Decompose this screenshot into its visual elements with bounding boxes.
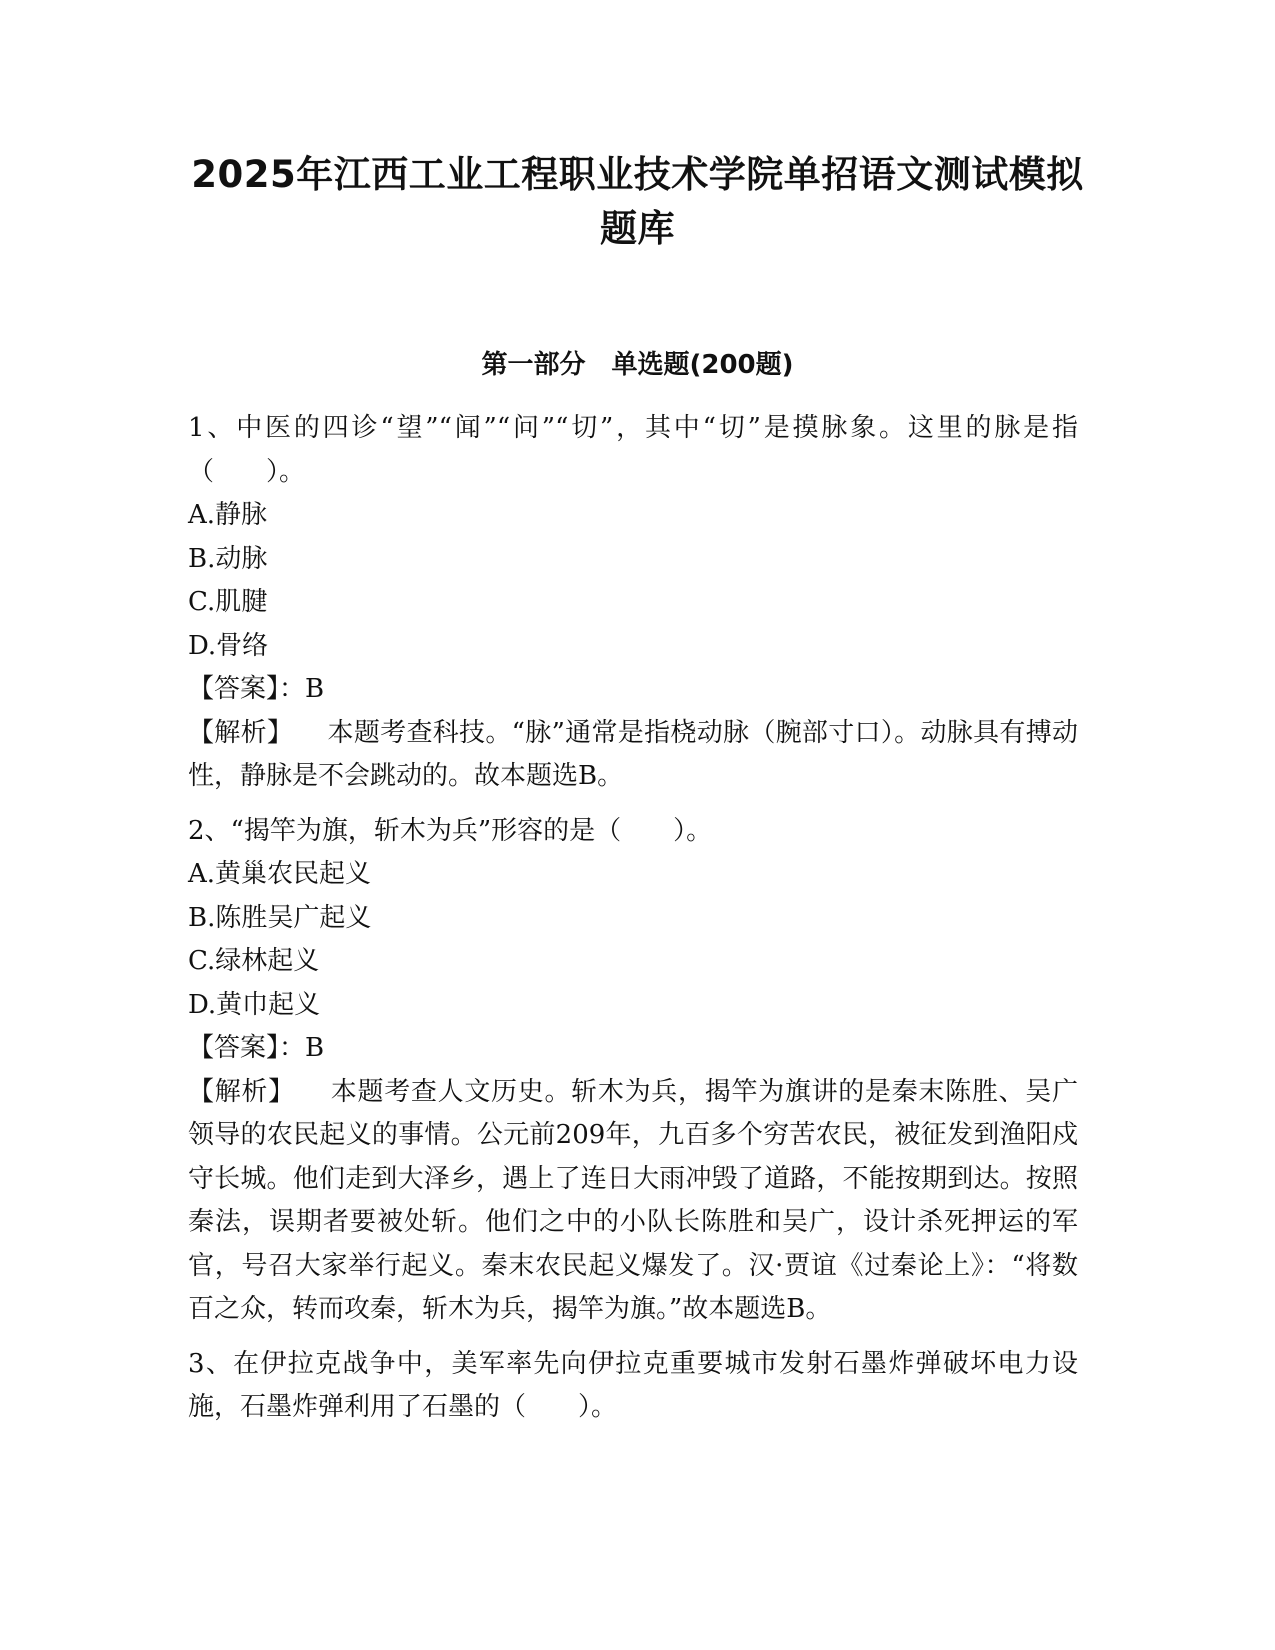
option-a: A.黄巢农民起义 xyxy=(188,859,372,889)
document-title xyxy=(160,148,1115,256)
option-d: D.骨络 xyxy=(188,630,269,661)
option-b: B.陈胜吴广起义 xyxy=(188,902,372,933)
answer-line xyxy=(188,1027,1078,1071)
analysis-label: 【解析】 xyxy=(188,1076,295,1107)
question-1 xyxy=(188,407,1078,799)
question-2 xyxy=(188,810,1078,1332)
analysis-text: 本题考查人文历史。斩木为兵，揭竿为旗讲的是秦末陈胜、吴广领导的农民起义的事情。公元前209年，九百多个穷苦农民，被征发到渔阳戍守长城。他们走到大泽乡，遇上了连日大雨冲毁了道路，不能按期到达。按照秦法，误期者要被处斩。他们之中的小队长陈胜和吴广，设计杀死押运的军官，号召大家举行起义。秦末农民起义爆发了。汉·贾谊《过秦论上》：“将数百之众，转而攻秦，斩木为兵，揭竿为旗。”故本题选B。 xyxy=(188,1076,1078,1324)
document-title-line-2: 题库 xyxy=(600,207,675,250)
document-title-line-1: 2025年江西工业工程职业技术学院单招语文测试模拟 xyxy=(191,153,1084,196)
answer-label: 【答案】： xyxy=(188,674,306,704)
option-d: D.黄巾起义 xyxy=(188,989,321,1020)
question-stem: 1、中医的四诊“望”“闻”“问”“切”，其中“切”是摸脉象。这里的脉是指（ ）。 xyxy=(188,413,1078,487)
question-3 xyxy=(188,1343,1078,1430)
answer-value: B xyxy=(305,674,325,704)
analysis-paragraph xyxy=(188,712,1078,799)
option-c: C.绿林起义 xyxy=(188,946,320,976)
question-stem: 2、“揭竿为旗，斩木为兵”形容的是（ ）。 xyxy=(188,815,713,846)
option-a: A.静脉 xyxy=(188,500,268,530)
question-list xyxy=(188,407,1078,1441)
analysis-paragraph xyxy=(188,1071,1078,1332)
analysis-label: 【解析】 xyxy=(188,717,294,748)
analysis-text: 本题考查科技。“脉”通常是指桡动脉（腕部寸口）。动脉具有搏动性，静脉是不会跳动的。故本题选B。 xyxy=(188,717,1078,791)
answer-value: B xyxy=(305,1033,325,1063)
section-title: 第一部分 单选题(200题) xyxy=(481,350,794,380)
answer-line xyxy=(188,668,1078,712)
question-stem: 3、在伊拉克战争中，美军率先向伊拉克重要城市发射石墨炸弹破坏电力设施，石墨炸弹利用了石墨的（ ）。 xyxy=(188,1348,1078,1422)
answer-label: 【答案】： xyxy=(188,1033,306,1063)
option-b: B.动脉 xyxy=(188,543,268,574)
option-c: C.肌腱 xyxy=(188,587,268,617)
